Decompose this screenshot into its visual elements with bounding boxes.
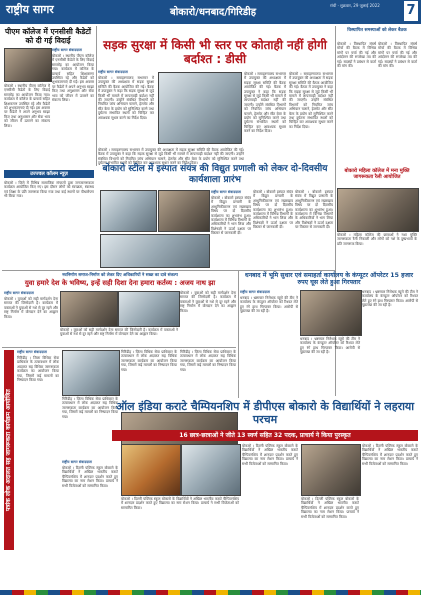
karate-body: बोकारो । दिल्ली पब्लिक स्कूल बोकारो के विद्यार्थियों ने अखिल भारतीय कराटे चैम्पियनशिप में शानदार प्रदर्शन करते हुए विद्यालय का नाम रोशन किया। प्राचार्य ने सभी विजेताओं को सम्मानित किया। (62, 466, 118, 488)
dhanbad-headline: धनबाद में भूमि सुधार एवं समाहर्ता कार्यालय के कंप्यूटर ऑपरेटर 15 हजार रुपए घूस लेते हुआ गिरफ्तार (244, 272, 414, 287)
page-number: 7 (404, 1, 418, 21)
youth-body-2: बोकारो । युवाओं को सही मार्गदर्शन देना समाज की जिम्मेदारी है। कार्यक्रम में वक्ताओं ने युवाओं से नशे से दूर रहने और राष्ट्र निर्माण में योगदान देने का आह्वान किया। (180, 291, 236, 313)
road-safety-photo (158, 72, 242, 144)
masthead (0, 0, 421, 24)
polytechnic-body: बोकारो । स्थानीय पीएम कॉलेज में एनसीसी कैडेटों के लिए विदाई समारोह का आयोजन किया गया। कार्यक्रम में कॉलेज के प्राचार्य सहित शिक्षकगण उपस्थित रहे और कैडेटों को शुभकामनाएं दी गईं। इस अवसर पर कैडेटों ने अपने अनुभव साझा किए तथा अनुशासन और सेवा भाव को जीवन में उतारने का संकल्प लिया। (52, 54, 94, 103)
sidebar-top-headline: विस्थापित समस्याओं को लेकर बैठक (347, 28, 407, 33)
karate-body-3: बोकारो । दिल्ली पब्लिक स्कूल बोकारो के विद्यार्थियों ने अखिल भारतीय कराटे चैम्पियनशिप में शानदार प्रदर्शन करते हुए विद्यालय का नाम रोशन किया। प्राचार्य ने सभी विजेताओं को सम्मानित किया। (362, 444, 418, 466)
youth-photo-2 (118, 291, 180, 327)
karate-photo-3 (301, 444, 361, 496)
youth-body: बोकारो । युवाओं को सही मार्गदर्शन देना समाज की जिम्मेदारी है। कार्यक्रम में वक्ताओं ने युवाओं से नशे से दूर रहने और राष्ट्र निर्माण में योगदान देने का आह्वान किया। (4, 297, 58, 319)
karate-photo-1 (121, 444, 181, 496)
polytechnic-photo (4, 48, 52, 82)
sidebar-top-body-2: बोकारो । विस्थापित संघर्ष मोर्चा की बैठक में विभिन्न मांगों पर चर्चा की गई और आंदोलन की रूपरेखा तय की गई। सदस्यों ने प्रबंधन से वार्ता की मांग की। (378, 42, 417, 69)
steel-plant-body-2: बोकारो । बोकारो इस्पात संयंत्र में विद्युत प्रणाली के आधुनिकीकरण एवं रखरखाव विषय पर दो दिवसीय कार्यशाला का शुभारंभ हुआ। कार्यशाला में विभिन्न विभागों के अधिकारियों ने भाग लिया और विशेषज्ञों ने ऊर्जा दक्षता पर विस्तार से जानकारी दी। (253, 190, 293, 230)
dhanbad-body-3: धनबाद । भ्रष्टाचार निरोधक ब्यूरो की टीम ने कार्यालय के कंप्यूटर ऑपरेटर को रिश्वत लेते हुए रंगे हाथ गिरफ्तार किया। आरोपी से पूछताछ की जा रही है। (300, 337, 360, 355)
road-safety-body-col4: बोकारो । समाहरणालय सभागार में उपायुक्त की अध्यक्षता में सड़क सुरक्षा समिति की बैठक आयोजित की गई। बैठक में उपायुक्त ने कहा कि सड़क सुरक्षा से जुड़े किसी भी मामले में लापरवाही बर्दाश्त नहीं की जाएगी। उन्होंने संबंधित विभागों को नियमित जांच अभियान चलाने, हेलमेट और सीट बेल्ट के प्रयोग को सुनिश्चित करने तथा दुर्घटना संभावित स्थलों को चिन्हित कर आवश्यक सुधार करने का निर्देश दिया। (98, 148, 244, 166)
steel-plant-photo-2 (158, 190, 210, 232)
road-safety-headline: सड़क सुरक्षा में किसी भी स्तर पर कोताही नहीं होगी बर्दाश्त : डीसी (103, 38, 327, 66)
polytechnic-headline: पीएम कॉलेज में एनसीसी कैडेटों को दी गई विदाई (5, 27, 91, 45)
youth-headline: युवा हमारे देश के भविष्य, इन्हें सही दिशा देना हमारा कर्तव्य : अजय नाथ झा (24, 279, 216, 287)
steel-plant-body-3: बोकारो । बोकारो इस्पात संयंत्र में विद्युत प्रणाली के आधुनिकीकरण एवं रखरखाव विषय पर दो दिवसीय कार्यशाला का शुभारंभ हुआ। कार्यशाला में विभिन्न विभागों के अधिकारियों ने भाग लिया और विशेषज्ञों ने ऊर्जा दक्षता पर विस्तार से जानकारी दी। (295, 190, 333, 230)
road-safety-body-col2: बोकारो । समाहरणालय सभागार में उपायुक्त की अध्यक्षता में सड़क सुरक्षा समिति की बैठक आयोजित की गई। बैठक में उपायुक्त ने कहा कि सड़क सुरक्षा से जुड़े किसी भी मामले में लापरवाही बर्दाश्त नहीं की जाएगी। उन्होंने संबंधित विभागों को नियमित जांच अभियान चलाने, हेलमेट और सीट बेल्ट के प्रयोग को सुनिश्चित करने तथा दुर्घटना संभावित स्थलों को चिन्हित कर आवश्यक सुधार करने का निर्देश दिया। (244, 72, 286, 134)
region-title: बोकारो/धनबाद/गिरिडीह (170, 7, 257, 18)
youth-kicker: नवनिर्माण समाज-निर्माण को लेकर दिए अधिकारियों ने सख्त का दावे संकल्प (62, 272, 178, 277)
karate-photo-2 (181, 444, 241, 496)
dhanbad-body: धनबाद । भ्रष्टाचार निरोधक ब्यूरो की टीम ने कार्यालय के कंप्यूटर ऑपरेटर को रिश्वत लेते हुए रंगे हाथ गिरफ्तार किया। आरोपी से पूछताछ की जा रही है। (240, 296, 298, 314)
road-safety-body-col3: बोकारो । समाहरणालय सभागार में उपायुक्त की अध्यक्षता में सड़क सुरक्षा समिति की बैठक आयोजित की गई। बैठक में उपायुक्त ने कहा कि सड़क सुरक्षा से जुड़े किसी भी मामले में लापरवाही बर्दाश्त नहीं की जाएगी। उन्होंने संबंधित विभागों को नियमित जांच अभियान चलाने, हेलमेट और सीट बेल्ट के प्रयोग को सुनिश्चित करने तथा दुर्घटना संभावित स्थलों को चिन्हित कर आवश्यक सुधार करने का निर्देश दिया। (289, 72, 333, 129)
ujjwal-column-label: उज्ज्वल कॉलम न्यूज़ (4, 170, 94, 178)
steel-plant-photo-1 (100, 190, 157, 232)
sidebar-top-body: बोकारो । विस्थापित संघर्ष मोर्चा की बैठक में विभिन्न मांगों पर चर्चा की गई और आंदोलन की रूपरेखा तय की गई। सदस्यों ने प्रबंधन से वार्ता की मांग की। (337, 42, 376, 69)
youth-byline: राष्ट्रीय सागर संवाददाता (4, 291, 34, 295)
lok-adalat-body-2: गिरिडीह । जिला विधिक सेवा प्राधिकार के तत्वावधान में लोक अदालत सह विधिक जागरूकता कार्यक्रम का आयोजन किया गया, जिसमें कई मामलों का निष्पादन किया गया। (62, 397, 118, 419)
lok-adalat-photo (62, 350, 120, 396)
steel-plant-headline: बोकारो स्टील में इस्पात संयंत्र की विद्युत प्रणाली को लेकर दो-दिवसीय कार्यशाला प्रारंभ (102, 164, 328, 185)
road-safety-body-col1: बोकारो । समाहरणालय सभागार में उपायुक्त की अध्यक्षता में सड़क सुरक्षा समिति की बैठक आयोजित की गई। बैठक में उपायुक्त ने कहा कि सड़क सुरक्षा से जुड़े किसी भी मामले में लापरवाही बर्दाश्त नहीं की जाएगी। उन्होंने संबंधित विभागों को नियमित जांच अभियान चलाने, हेलमेट और सीट बेल्ट के प्रयोग को सुनिश्चित करने तथा दुर्घटना संभावित स्थलों को चिन्हित कर आवश्यक सुधार करने का निर्देश दिया। (98, 76, 154, 120)
steel-plant-byline: राष्ट्रीय सागर संवाददाता (211, 190, 241, 194)
polytechnic-body-2: बोकारो । स्थानीय पीएम कॉलेज में एनसीसी कैडेटों के लिए विदाई समारोह का आयोजन किया गया। कार्यक्रम में कॉलेज के प्राचार्य सहित शिक्षकगण उपस्थित रहे और कैडेटों को शुभकामनाएं दी गईं। इस अवसर पर कैडेटों ने अपने अनुभव साझा किए तथा अनुशासन और सेवा भाव को जीवन में उतारने का संकल्प लिया। (4, 84, 50, 128)
lok-adalat-body-3: गिरिडीह । जिला विधिक सेवा प्राधिकार के तत्वावधान में लोक अदालत सह विधिक जागरूकता कार्यक्रम का आयोजन किया गया, जिसमें कई मामलों का निष्पादन किया गया। (121, 350, 177, 372)
steel-plant-photo-3 (100, 234, 210, 268)
ujjwal-column-body: बोकारो । जिले में विभिन्न सामाजिक संगठनों द्वारा जनजागरूकता कार्यक्रम आयोजित किए गए। इस दौरान लोगों को स्वच्छता, स्वास्थ्य एवं शिक्षा के प्रति जागरूक किया गया तथा कई स्थानों पर पौधारोपण भी किया गया। (4, 181, 94, 199)
lok-adalat-byline: राष्ट्रीय सागर संवाददाता (17, 350, 47, 354)
women-college-headline: बोकारो महिला कॉलेज में मना मुक्ति जागरूकता रैली आयोजित (344, 168, 410, 180)
women-college-photo (337, 188, 419, 232)
karate-body-4: बोकारो । दिल्ली पब्लिक स्कूल बोकारो के विद्यार्थियों ने अखिल भारतीय कराटे चैम्पियनशिप में शानदार प्रदर्शन करते हुए विद्यालय का नाम रोशन किया। प्राचार्य ने सभी विजेताओं को सम्मानित किया। (121, 497, 239, 510)
karate-byline: राष्ट्रीय सागर संवाददाता (62, 460, 92, 464)
section-title: राष्ट्रीय सागर (6, 3, 54, 16)
road-safety-byline: राष्ट्रीय सागर संवाददाता (98, 70, 128, 74)
lok-adalat-side-label: पत्रांक लोक अदालत सह जागरूकता कार्यक्रम आयोजित (4, 350, 14, 550)
dhanbad-body-2: धनबाद । भ्रष्टाचार निरोधक ब्यूरो की टीम ने कार्यालय के कंप्यूटर ऑपरेटर को रिश्वत लेते हुए रंगे हाथ गिरफ्तार किया। आरोपी से पूछताछ की जा रही है। (362, 290, 418, 308)
karate-subhead: 16 छात्र-छात्राओं ने जीते 13 स्वर्ण सहित 32 पदक, प्राचार्य ने किया पुरस्कृत (112, 430, 418, 441)
dhanbad-byline: राष्ट्रीय सागर संवाददाता (240, 290, 270, 294)
date-line: रांची · शुक्रवार, 29 जुलाई 2022 (330, 3, 380, 8)
polytechnic-byline: राष्ट्रीय सागर संवाददाता (52, 48, 82, 52)
color-strip (0, 590, 421, 595)
dhanbad-photo (300, 290, 362, 336)
women-college-body: बोकारो । महिला कॉलेज की छात्राओं ने नशा मुक्ति जागरूकता रैली निकाली और लोगों को नशे के दुष्प्रभावों के प्रति जागरूक किया। (337, 233, 417, 246)
youth-photo-1 (60, 291, 118, 327)
lok-adalat-body: गिरिडीह । जिला विधिक सेवा प्राधिकार के तत्वावधान में लोक अदालत सह विधिक जागरूकता कार्यक्रम का आयोजन किया गया, जिसमें कई मामलों का निष्पादन किया गया। (17, 356, 59, 383)
karate-body-5: बोकारो । दिल्ली पब्लिक स्कूल बोकारो के विद्यार्थियों ने अखिल भारतीय कराटे चैम्पियनशिप में शानदार प्रदर्शन करते हुए विद्यालय का नाम रोशन किया। प्राचार्य ने सभी विजेताओं को सम्मानित किया। (301, 497, 359, 519)
karate-body-2: बोकारो । दिल्ली पब्लिक स्कूल बोकारो के विद्यार्थियों ने अखिल भारतीय कराटे चैम्पियनशिप में शानदार प्रदर्शन करते हुए विद्यालय का नाम रोशन किया। प्राचार्य ने सभी विजेताओं को सम्मानित किया। (242, 444, 298, 466)
steel-plant-body: बोकारो । बोकारो इस्पात संयंत्र में विद्युत प्रणाली के आधुनिकीकरण एवं रखरखाव विषय पर दो दिवसीय कार्यशाला का शुभारंभ हुआ। कार्यशाला में विभिन्न विभागों के अधिकारियों ने भाग लिया और विशेषज्ञों ने ऊर्जा दक्षता पर विस्तार से जानकारी दी। (211, 196, 251, 236)
lok-adalat-body-4: गिरिडीह । जिला विधिक सेवा प्राधिकार के तत्वावधान में लोक अदालत सह विधिक जागरूकता कार्यक्रम का आयोजन किया गया, जिसमें कई मामलों का निष्पादन किया गया। (180, 350, 236, 372)
karate-headline: ऑल इंडिया कराटे चैम्पियनशिप में डीपीएस बोकारो के विद्यार्थियों ने लहराया परचम (115, 400, 415, 426)
youth-body-3: बोकारो । युवाओं को सही मार्गदर्शन देना समाज की जिम्मेदारी है। कार्यक्रम में वक्ताओं ने युवाओं से नशे से दूर रहने और राष्ट्र निर्माण में योगदान देने का आह्वान किया। (60, 328, 178, 337)
